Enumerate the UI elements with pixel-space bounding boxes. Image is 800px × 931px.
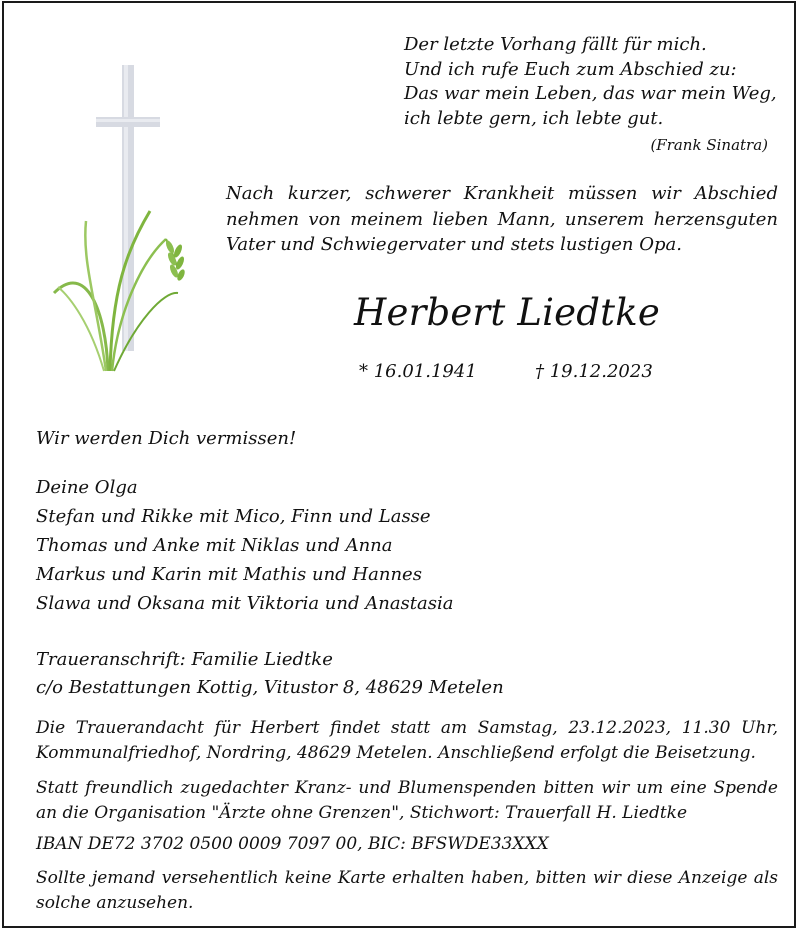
deceased-name: Herbert Liedtke	[354, 291, 660, 334]
death-date: † 19.12.2023	[535, 361, 653, 382]
farewell-line: Wir werden Dich vermissen!	[36, 428, 297, 449]
intro-text: Nach kurzer, schwerer Krankheit müssen wir Abschied nehmen von meinem lieben Mann, unserem herzensguten Vater und Schwiegervater und stets lustigen Opa.	[226, 183, 778, 255]
family-member: Stefan und Rikke mit Mico, Finn und Lasse	[36, 506, 431, 527]
address-line: c/o Bestattungen Kottig, Vitustor 8, 48629 Metelen	[36, 676, 504, 698]
poem-line: Der letzte Vorhang fällt für mich.	[404, 34, 707, 55]
poem-line: ich lebte gern, ich lebte gut.	[404, 107, 664, 129]
family-member: Deine Olga	[36, 477, 138, 498]
family-list	[36, 473, 453, 618]
poem-author: (Frank Sinatra)	[650, 136, 768, 154]
closing-note: Sollte jemand versehentlich keine Karte erhalten haben, bitten wir diese Anzeige als solche anzusehen.	[36, 868, 778, 913]
poem-line: Das war mein Leben, das war mein Weg,	[404, 83, 777, 104]
bank-details: IBAN DE72 3702 0500 0009 7097 00, BIC: BFSWDE33XXX	[36, 834, 549, 854]
family-member: Slawa und Oksana mit Viktoria und Anastasia	[36, 593, 454, 614]
address-line: Traueranschrift: Familie Liedtke	[36, 649, 333, 670]
poem-line: Und ich rufe Euch zum Abschied zu:	[404, 58, 737, 80]
donation-paragraph: Statt freundlich zugedachter Kranz- und Blumenspenden bitten wir um eine Spende an die Organisation "Ärzte ohne Grenzen", Stichwort: Trauerfall H. Liedtke	[36, 778, 778, 823]
birth-date: * 16.01.1941	[359, 361, 477, 382]
mourning-address	[36, 646, 504, 701]
cross-with-grass-icon	[46, 61, 196, 381]
family-member: Markus und Karin mit Mathis und Hannes	[36, 564, 422, 585]
service-paragraph: Die Trauerandacht für Herbert findet statt am Samstag, 23.12.2023, 11.30 Uhr, Kommunalfriedhof, Nordring, 48629 Metelen. Anschließend erfolgt die Beisetzung.	[36, 718, 778, 763]
poem	[404, 33, 784, 131]
obituary-card	[2, 1, 796, 928]
family-member: Thomas und Anke mit Niklas und Anna	[36, 535, 393, 556]
